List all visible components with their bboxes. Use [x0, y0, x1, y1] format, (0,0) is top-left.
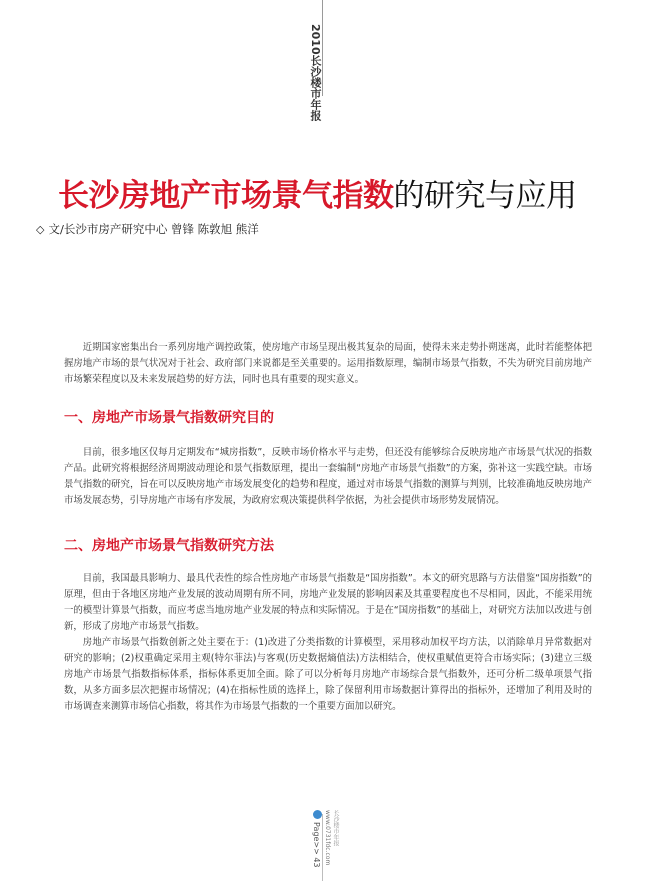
- section-heading-purpose: 一、房地产市场景气指数研究目的: [64, 410, 274, 426]
- website-link[interactable]: www.0731fdc.com: [324, 810, 331, 866]
- paragraph: 目前，很多地区仅每月定期发布“城房指数”，反映市场价格水平与走势，但还没有能够综合反映房地产市场景气状况的指数产品。此研究将根据经济周期波动理论和景气指数原理，提出一套编制“房地产市场景气指数”的方案，弥补这一实践空缺。市场景气指数的研究，旨在可以反映房地产市场发展变化的趋势和程度，通过对市场景气指数的测算与判别，比较准确地反映房地产市场发展态势，引导房地产市场有序发展，为政府宏观决策提供科学依据，为社会提供市场形势发展情况。: [64, 447, 592, 506]
- section-body-purpose: [64, 445, 592, 509]
- running-header: 2010长沙楼市年报: [309, 24, 322, 121]
- publication-name: 长沙楼市年报: [332, 810, 339, 846]
- diamond-icon: ◇: [36, 223, 45, 236]
- paragraph: 目前，我国最具影响力、最具代表性的综合性房地产市场景气指数是“国房指数”。本文的研究思路与方法借鉴“国房指数”的原理，但由于各地区房地产业发展的波动周期有所不同，房地产业发展的影响因素及其重要程度也不尽相同，因此，不能采用统一的模型计算景气指数，而应考虑当地房地产业发展的特点和实际情况。于是在“国房指数”的基础上，对研究方法加以改进与创新，形成了房地产市场景气指数。: [64, 573, 592, 632]
- byline-text: 文/长沙市房产研究中心 曾锋 陈敦旭 熊洋: [48, 222, 259, 236]
- paragraph: 房地产市场景气指数创新之处主要在于：(1)改进了分类指数的计算模型，采用移动加权平均方法，以消除单月异常数据对研究的影响；(2)权重确定采用主观(特尔菲法)与客观(历史数据熵值法)方法相结合，使权重赋值更符合市场实际；(3)建立三级房地产市场景气指数指标体系，指标体系更加全面。除了可以分析每月房地产市场综合景气指数外，还可分析二级单项景气指数，从多方面多层次把握市场情况；(4)在指标性质的选择上，除了保留利用市场数据计算得出的指标外，还增加了利用及时的市场调查来测算市场信心指数，将其作为市场景气指数的一个重要方面加以研究。: [64, 637, 592, 712]
- page-footer: [305, 806, 345, 876]
- page-dot-icon: [313, 810, 322, 819]
- header-rule: [322, 0, 323, 96]
- lead-paragraph: [64, 340, 592, 388]
- article-title-highlight: 长沙房地产市场景气指数: [58, 178, 394, 214]
- lead-text: 近期国家密集出台一系列房地产调控政策，使房地产市场呈现出极其复杂的局面，使得未来走势扑朔迷离，此时若能整体把握房地产市场的景气状况对于社会、政府部门来说都是至关重要的。运用指数原理，编制市场景气指数，不失为研究目前房地产市场繁荣程度以及未来发展趋势的好方法，同时也具有重要的现实意义。: [64, 342, 592, 385]
- article-title: [58, 176, 577, 216]
- article-title-rest: 的研究与应用: [393, 178, 577, 214]
- page-number: Page>> 43: [312, 822, 321, 868]
- section-body-method: [64, 571, 592, 715]
- section-heading-method: 二、房地产市场景气指数研究方法: [64, 538, 274, 554]
- byline: [36, 221, 259, 238]
